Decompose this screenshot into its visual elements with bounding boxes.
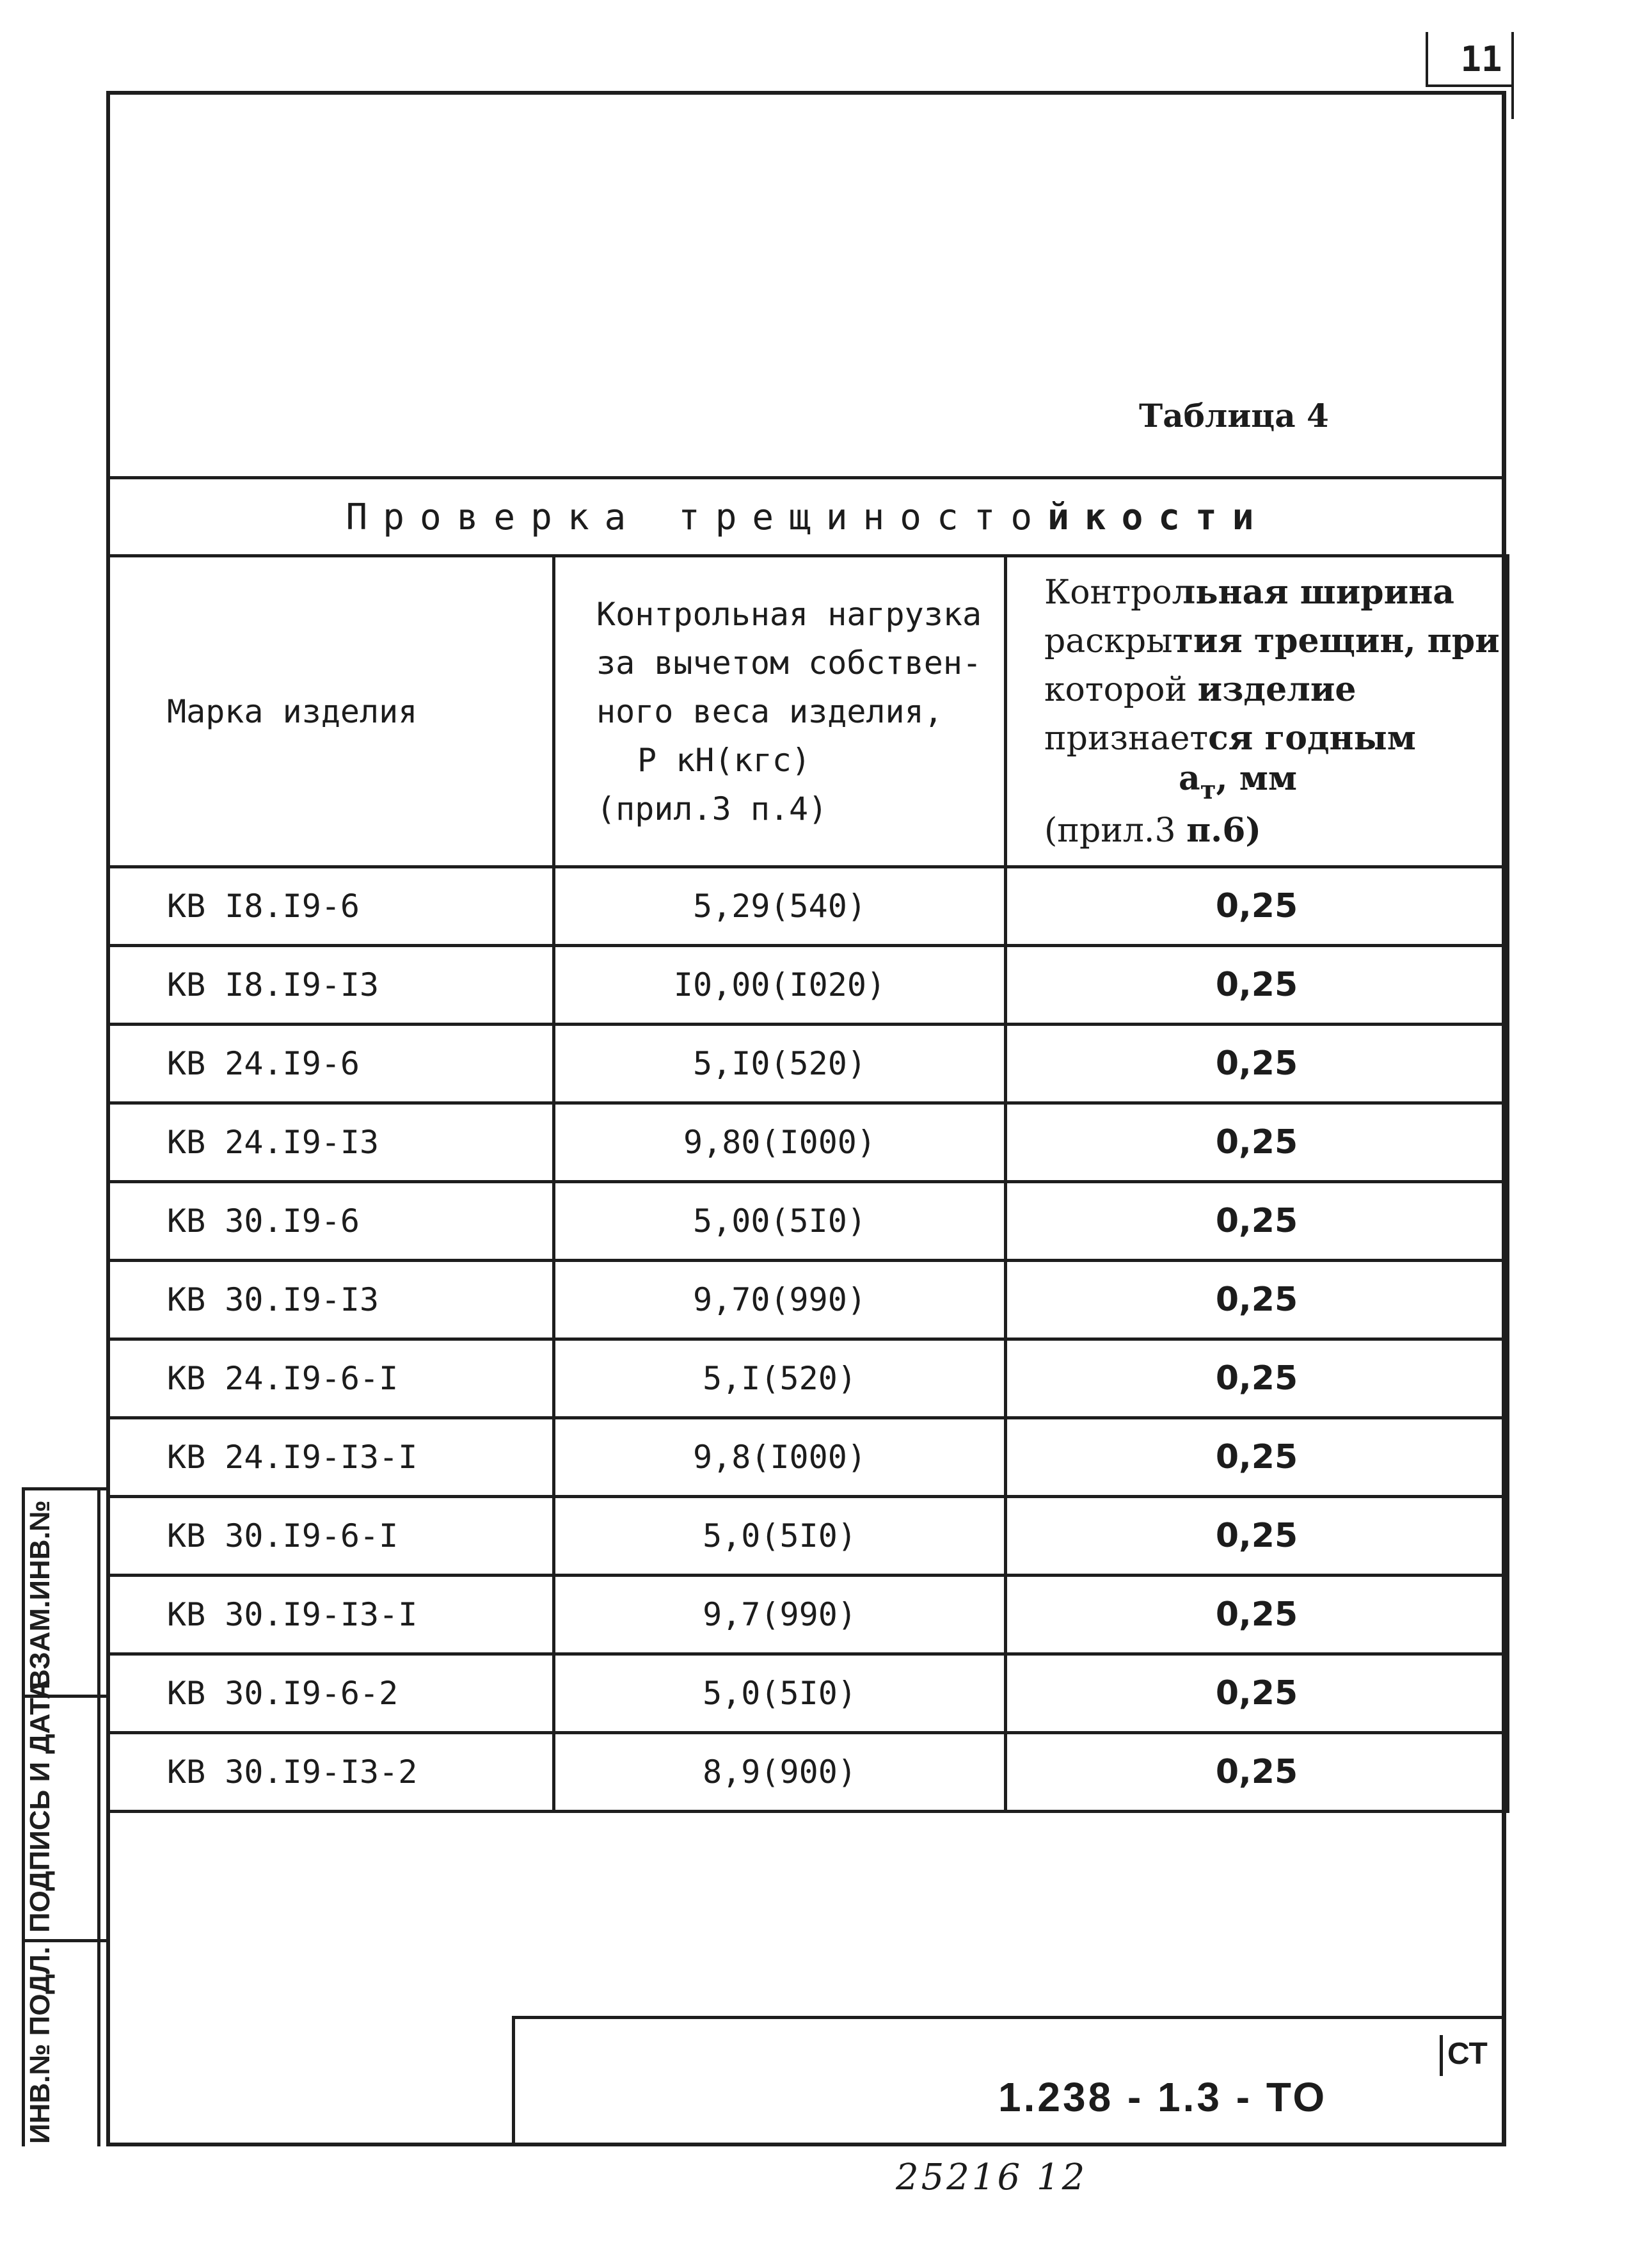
load-cell: 5,00(5I0) — [554, 1182, 1006, 1261]
load-cell: 5,I0(520) — [554, 1025, 1006, 1103]
width-cell: 0,25 — [1006, 1576, 1508, 1654]
stamp-sheet-label: СТ — [1447, 2037, 1488, 2071]
binding-strip-inv: ИНВ.№ ПОДЛ. — [24, 1946, 56, 2144]
table-row — [108, 1654, 1508, 1733]
header-load-line: (прил.3 п.4) — [596, 790, 828, 827]
mark-cell: КВ 24.I9-I3-I — [108, 1418, 554, 1497]
handwritten-note: 25216 12 — [896, 2157, 1088, 2198]
width-cell: 0,25 — [1006, 1182, 1508, 1261]
stamp-document-code: 1.238 - 1.3 - ТО — [998, 2074, 1328, 2120]
load-cell: I0,00(I020) — [554, 946, 1006, 1025]
header-width-line: Контрольная ширина — [1044, 572, 1454, 612]
table-title-normal: Проверка трещиносто — [346, 497, 1048, 538]
width-cell: 0,25 — [1006, 1025, 1508, 1103]
table-row — [108, 1261, 1508, 1339]
header-mark: Марка изделия — [108, 556, 554, 867]
mark-cell: КВ I8.I9-6 — [108, 867, 554, 946]
load-cell: 8,9(900) — [554, 1733, 1006, 1812]
width-cell: 0,25 — [1006, 1418, 1508, 1497]
table-row — [108, 1733, 1508, 1812]
header-load-line: ного веса изделия, — [596, 692, 943, 730]
table-row — [108, 1576, 1508, 1654]
header-width — [1006, 556, 1508, 867]
header-width-line: которой изделие — [1044, 669, 1357, 709]
header-load-line: за вычетом собствен- — [596, 644, 982, 682]
width-cell: 0,25 — [1006, 867, 1508, 946]
mark-cell: КВ 30.I9-I3 — [108, 1261, 554, 1339]
table-row — [108, 1103, 1508, 1182]
header-load-line: Контрольная нагрузка — [596, 595, 982, 633]
mark-cell: КВ 30.I9-6 — [108, 1182, 554, 1261]
header-load — [554, 556, 1006, 867]
load-cell: 9,7(990) — [554, 1576, 1006, 1654]
mark-cell: КВ 30.I9-6-2 — [108, 1654, 554, 1733]
load-cell: 9,8(I000) — [554, 1418, 1006, 1497]
binding-strip-vzam: ВЗАМ.ИНВ.№ — [24, 1500, 56, 1689]
header-width-line: признается годным — [1044, 718, 1416, 758]
mark-cell: КВ 24.I9-6 — [108, 1025, 554, 1103]
load-cell: 5,0(5I0) — [554, 1654, 1006, 1733]
load-cell: 9,70(990) — [554, 1261, 1006, 1339]
load-cell: 5,29(540) — [554, 867, 1006, 946]
table-row — [108, 867, 1508, 946]
table-title-bold: йкости — [1047, 497, 1269, 538]
header-load-line: Р кН(кгс) — [637, 741, 811, 779]
load-cell: 5,I(520) — [554, 1339, 1006, 1418]
width-cell: 0,25 — [1006, 1339, 1508, 1418]
table-title — [110, 480, 1505, 555]
table-row — [108, 1418, 1508, 1497]
width-cell: 0,25 — [1006, 1261, 1508, 1339]
width-cell: 0,25 — [1006, 1103, 1508, 1182]
mark-cell: КВ 30.I9-I3-I — [108, 1576, 554, 1654]
header-width-line: $а_т$, мм — [1179, 758, 1298, 805]
table-row — [108, 1182, 1508, 1261]
width-cell: 0,25 — [1006, 1733, 1508, 1812]
header-width-line: (прил.3 п.6) — [1044, 810, 1262, 850]
binding-strip-podpis: ПОДПИСЬ И ДАТА — [24, 1679, 56, 1933]
load-cell: 9,80(I000) — [554, 1103, 1006, 1182]
table-row — [108, 1339, 1508, 1418]
load-cell: 5,0(5I0) — [554, 1497, 1006, 1576]
crack-resistance-table — [106, 554, 1509, 1813]
mark-cell: КВ 24.I9-I3 — [108, 1103, 554, 1182]
mark-cell: КВ I8.I9-I3 — [108, 946, 554, 1025]
width-cell: 0,25 — [1006, 946, 1508, 1025]
width-cell: 0,25 — [1006, 1497, 1508, 1576]
mark-cell: КВ 30.I9-6-I — [108, 1497, 554, 1576]
table-row — [108, 1025, 1508, 1103]
mark-cell: КВ 30.I9-I3-2 — [108, 1733, 554, 1812]
table-header-row — [108, 556, 1508, 867]
mark-cell: КВ 24.I9-6-I — [108, 1339, 554, 1418]
table-row — [108, 1497, 1508, 1576]
width-cell: 0,25 — [1006, 1654, 1508, 1733]
table-label: Таблица 4 — [1139, 397, 1329, 435]
page-number: 11 — [1460, 39, 1502, 79]
header-width-line: раскрытия трещин, при — [1044, 621, 1500, 660]
table-row — [108, 946, 1508, 1025]
